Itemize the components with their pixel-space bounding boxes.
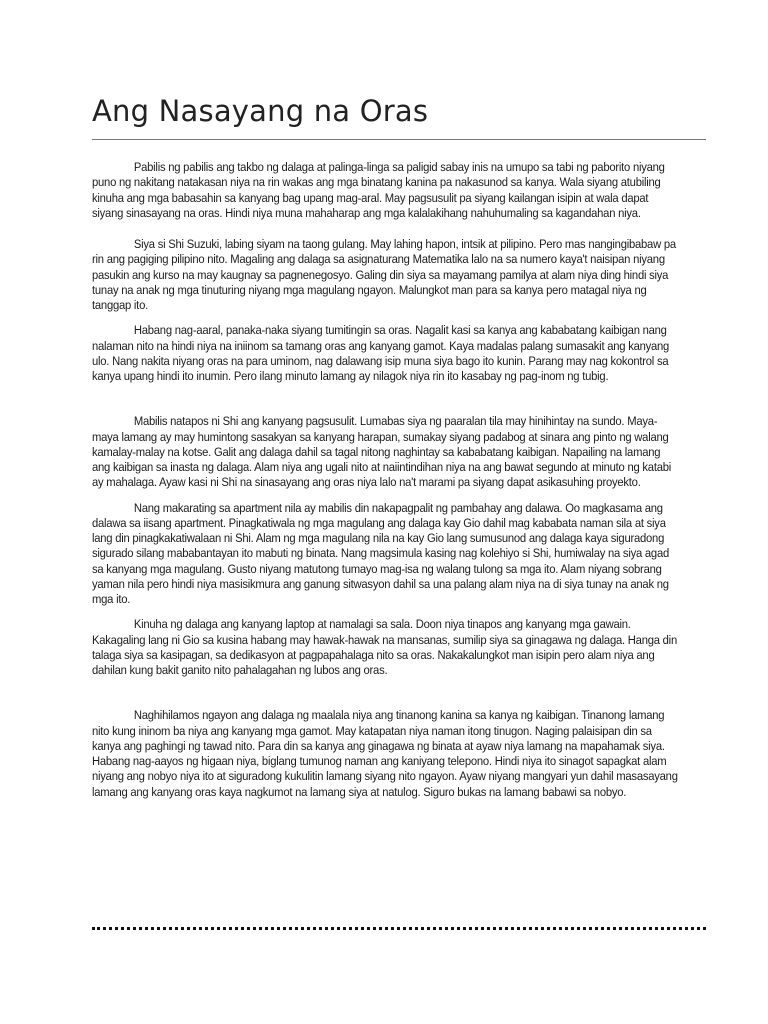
document-body (92, 160, 678, 810)
page-title: Ang Nasayang na Oras (92, 94, 429, 128)
paragraph-2: Siya si Shi Suzuki, labing siyam na taong gulang. May lahing hapon, intsik at pilipino. Pero mas nangingibabaw pa rin ang pagiging pilipino nito. Magaling ang dalaga sa asignaturang Matematika lalo na sa numero kaya't naisipan niyang pasukin ang kurso na may kaugnay sa pagnenegosyo. Galing din siya sa mayamang pamilya at alam niya ding hindi siya tunay na anak ng mga tinuturing niyang mga magulang ngayon. Malungkot man para sa kanya pero matagal niya ng tanggap ito. (92, 237, 676, 312)
title-divider (92, 139, 706, 140)
paragraph-6: Kinuha ng dalaga ang kanyang laptop at namalagi sa sala. Doon niya tinapos ang kanyang mga gawain. Kakagaling lang ni Gio sa kusina habang may hawak-hawak na mansanas, sumilip siya sa ginagawa ng dalaga. Hanga din talaga siya sa kasipagan, sa dedikasyon at pagpapahalaga nito sa oras. Nakakalungkot man isipin pero alam niya ang dahilan kung bakit ganito nito pahalagahan ng lubos ang oras. (92, 617, 677, 677)
paragraph-4: Mabilis natapos ni Shi ang kanyang pagsusulit. Lumabas siya ng paaralan tila may hinihintay na sundo. Maya-maya lamang ay may humintong sasakyan sa kanyang harapan, sumakay siyang padabog at sinara ang pinto ng walang kamalay-malay na kotse. Galit ang dalaga dahil sa tagal nitong naghintay sa kababatang kaibigan. Napailing na lamang ang kaibigan sa inasta ng dalaga. Alam niya ang ugali nito at naiintindihan niya na ang bawat segundo at minuto ng katabi ay mahalaga. Ayaw kasi ni Shi na sinasayang ang oras niya lalo na't marami pa siyang dapat asikasuhing proyekto. (92, 414, 672, 490)
paragraph-3: Habang nag-aaral, panaka-naka siyang tumitingin sa oras. Nagalit kasi sa kanya ang kababatang kaibigan nang nalaman nito na hindi niya na iniinom sa tamang oras ang kanyang gamot. Kaya madalas palang sumasakit ang kanyang ulo. Nang nakita niyang oras na para uminom, nag dalawang isip muna siya bago ito kunin. Parang may nag kokontrol sa kanya upang hindi ito inumin. Pero ilang minuto lamang ay nilagok niya rin ito kasabay ng pag-inom ng tubig. (92, 323, 670, 383)
paragraph-5: Nang makarating sa apartment nila ay mabilis din nakapagpalit ng pambahay ang dalawa. Oo magkasama ang dalawa sa iisang apartment. Pinagkatiwala ng mga magulang ang dalaga kay Gio dahil mag kababata naman sila at siya lang din pinagkakatiwalaan ni Shi. Alam ng mga magulang nila na kay Gio lang sumusunod ang dalaga kaya siguradong sigurado silang mababantayan ito mabuti ng binata. Nang magsimula kasing nag kolehiyo si Shi, humiwalay na siya agad sa kanyang mga magulang. Gusto niyang matutong tumayo mag-isa ng walang tulong sa mga ito. Alam niyang sobrang yaman nila pero hindi niya masisikmura ang ganung sitwasyon dahil sa una palang alam niya na di siya tunay na anak ng mga ito. (92, 500, 669, 606)
page-break-dotted-line (92, 927, 706, 930)
paragraph-7: Naghihilamos ngayon ang dalaga ng maalala niya ang tinanong kanina sa kanya ng kaibigan. Tinanong lamang nito kung ininom ba niya ang kanyang mga gamot. May katapatan niya naman itong tinugon. Naging palaisipan din sa kanya ang paghingi ng tawad nito. Para din sa kanya ang ginagawa ng binata at ayaw niya lamang na mapahamak siya. Habang nag-aayos ng higaan niya, biglang tumunog naman ang kaniyang telepono. Hindi niya ito sinagot sapagkat alam niyang ang nobyo niya ito at siguradong kukulitin lamang siyang nito ngayon. Ayaw niyang mangyari yun dahil masasayang lamang ang kanyang oras kaya nagkumot na lamang siya at natulog. Siguro bukas na lamang babawi sa nobyo. (92, 708, 678, 799)
paragraph-1: Pabilis ng pabilis ang takbo ng dalaga at palinga-linga sa paligid sabay inis na umupo sa tabi ng paborito niyang puno ng nakitang natakasan niya na rin wakas ang mga binatang kanina pa nakasunod sa kanya. Wala siyang atubiling kinuha ang mga babasahin sa kanyang bag upang mag-aral. May pagsusulit pa siyang kailangan isipin at wala dapat siyang sinasayang na oras. Hindi niya muna mahaharap ang mga kalalakihang nahuhumaling sa kagandahan niya. (92, 160, 665, 220)
